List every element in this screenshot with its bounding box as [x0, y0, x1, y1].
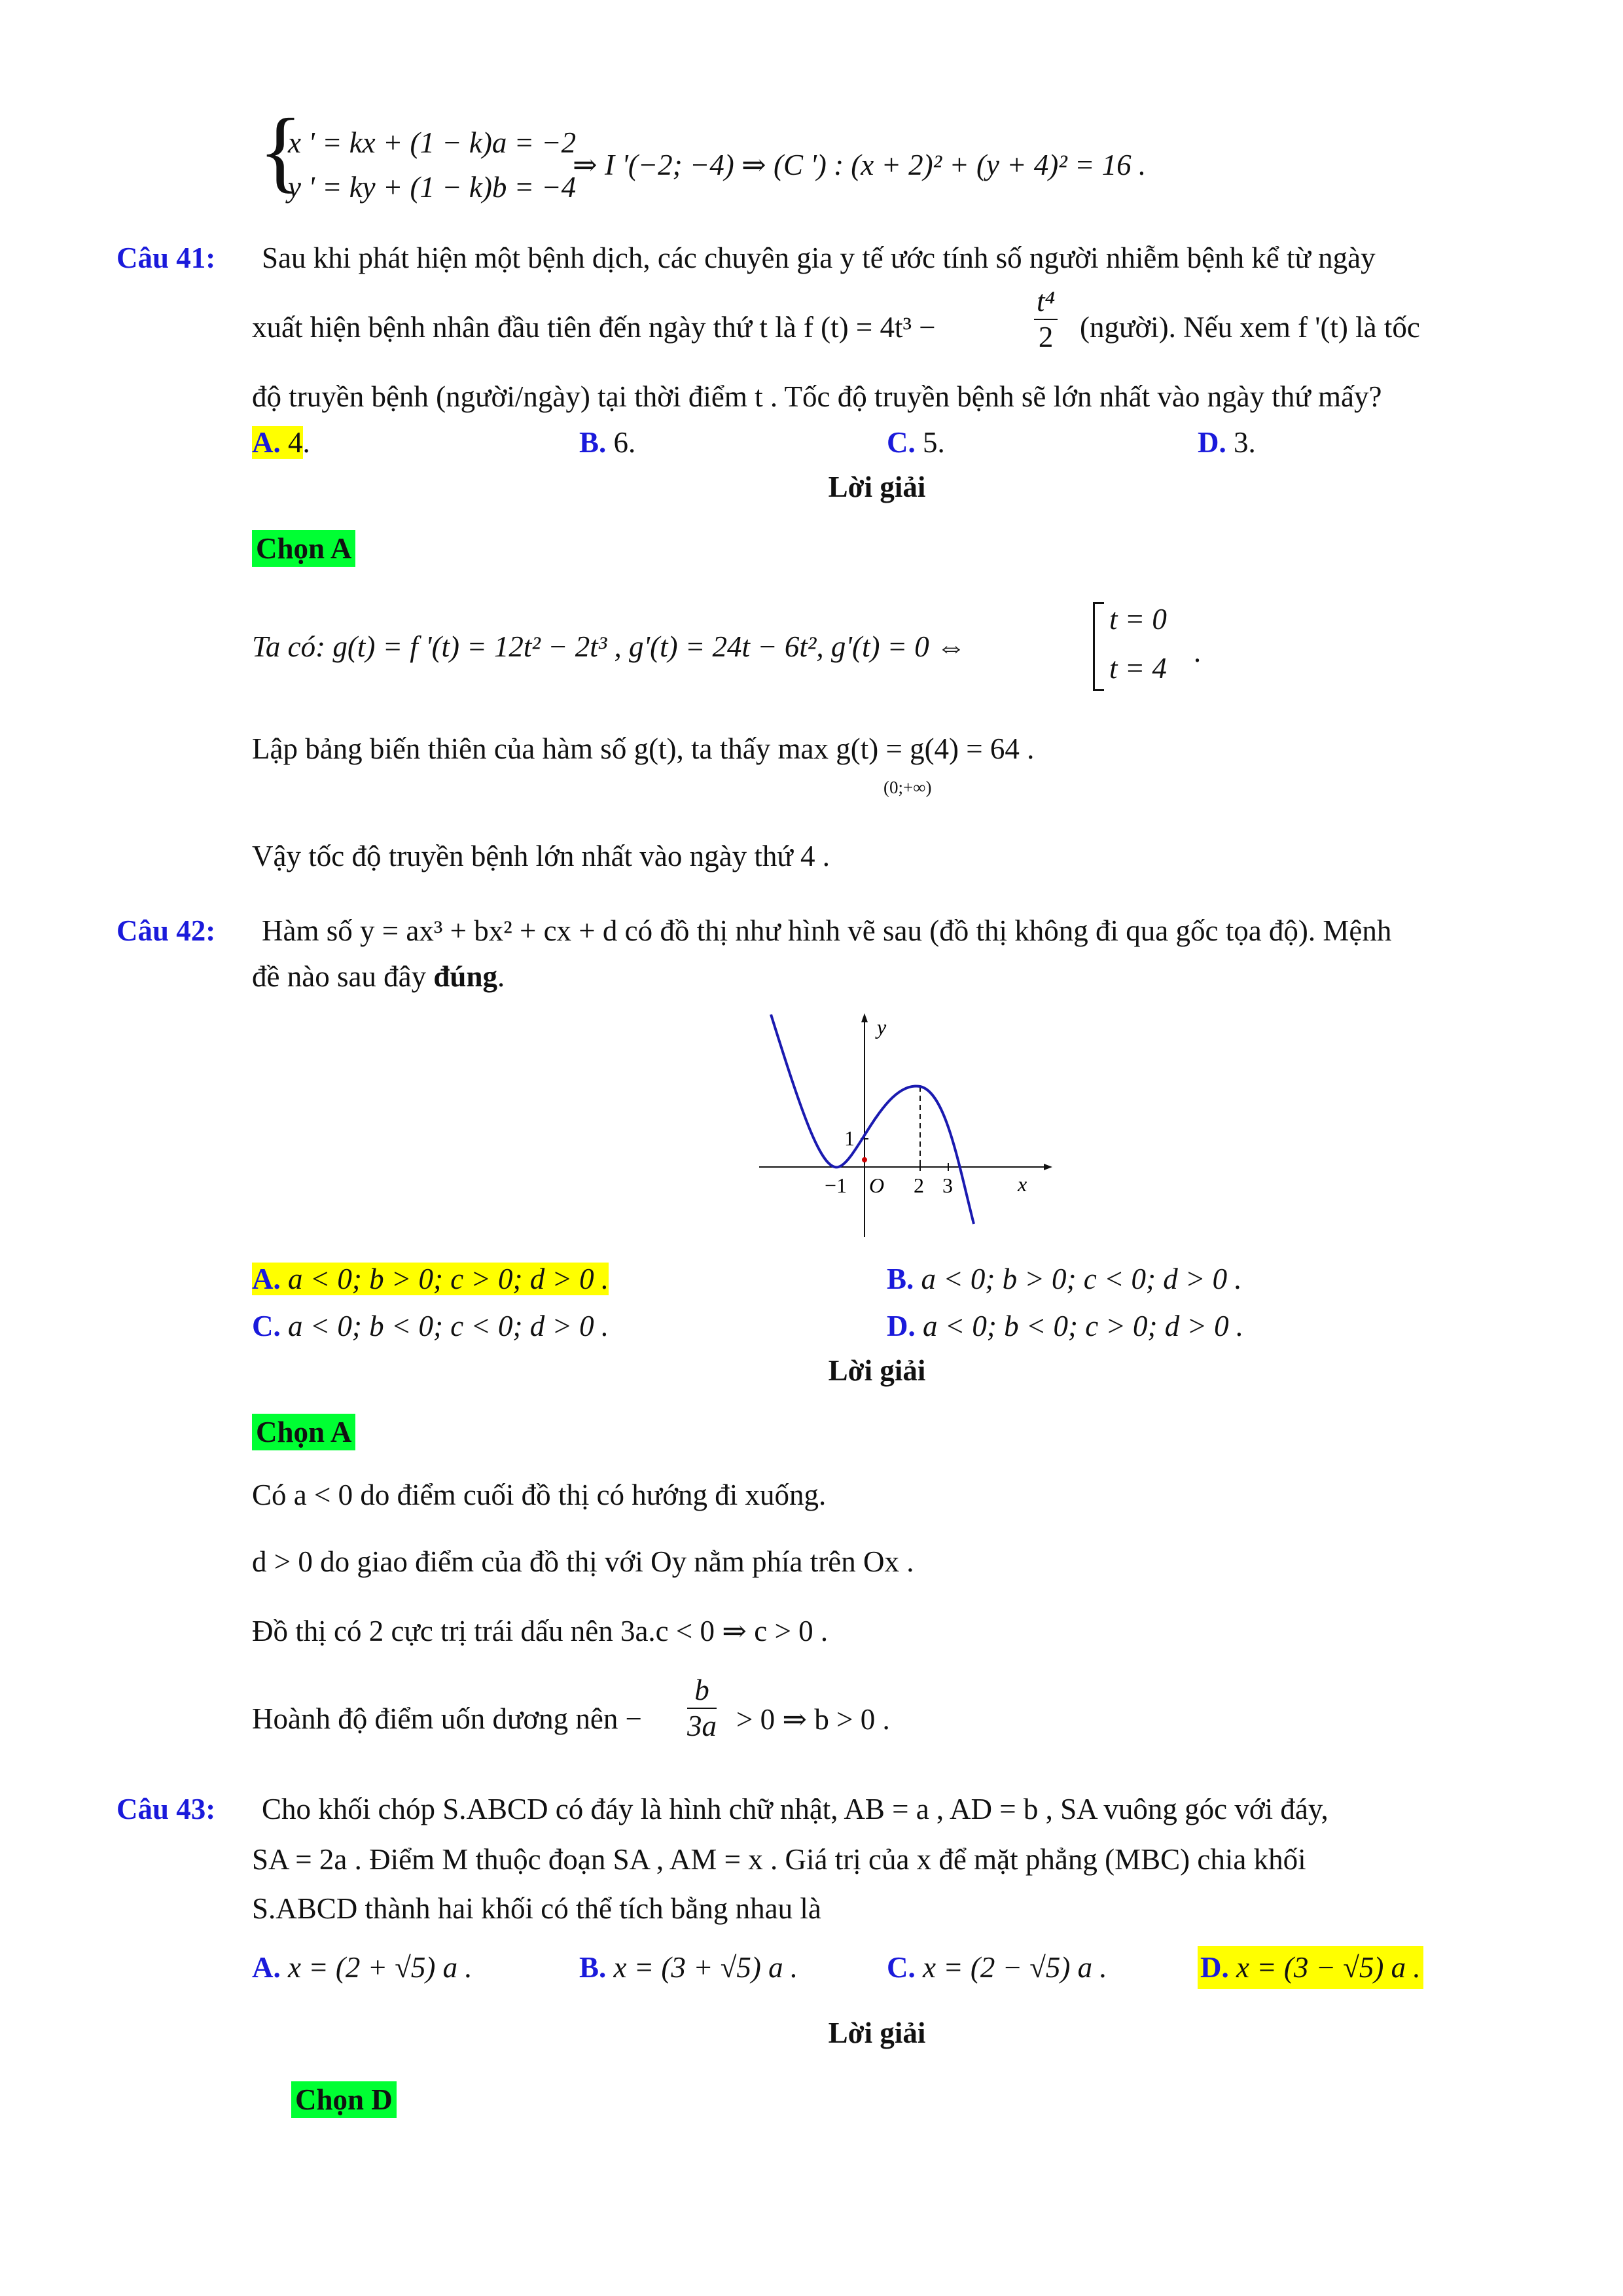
question-42-option-b: B. a < 0; b > 0; c < 0; d > 0 . — [887, 1263, 1242, 1295]
system-brace: { — [259, 100, 303, 202]
cubic-graph — [753, 1008, 1054, 1244]
question-43-option-b: B. x = (3 + √5) a . — [579, 1951, 798, 1984]
question-43-label: Câu 43: — [116, 1793, 216, 1825]
question-43-option-d: D. x = (3 − √5) a . — [1198, 1950, 1423, 1984]
question-41-label: Câu 41: — [116, 242, 216, 274]
question-42-solution-4 — [252, 1676, 1037, 1761]
question-43-solution-title: Lời giải — [828, 2017, 926, 2049]
solution-4-fraction — [687, 1676, 717, 1741]
question-41-solution-2 — [252, 732, 1299, 804]
top-system — [259, 100, 1207, 216]
x-axis-arrow — [1044, 1164, 1052, 1170]
solution-2-text: Lập bảng biến thiên của hàm số g(t), ta thấy max g(t) = g(4) = 64 . — [252, 732, 1035, 765]
question-41-line-2 — [252, 287, 1525, 365]
case-1: t = 0 — [1109, 603, 1167, 636]
tick-label-3: 3 — [942, 1174, 953, 1197]
y-axis-label: y — [877, 1015, 887, 1039]
question-41-option-b: B. 6. — [579, 426, 636, 459]
question-43-line-1: Cho khối chóp S.ABCD có đáy là hình chữ nhật, AB = a , AD = b , SA vuông góc với đáy, — [262, 1793, 1329, 1825]
question-41-option-d: D. 3. — [1198, 426, 1256, 459]
question-42-chosen: Chọn A — [252, 1414, 355, 1450]
x-axis-label: x — [1018, 1172, 1027, 1196]
system-eq-2: y ' = ky + (1 − k)b = −4 — [288, 171, 577, 204]
system-result: ⇒ I '(−2; −4) ⇒ (C ') : (x + 2)² + (y + 4)² = 16 . — [573, 149, 1147, 181]
question-42-solution-1: Có a < 0 do điểm cuối đồ thị có hướng đi xuống. — [252, 1479, 827, 1511]
question-43-option-a: A. x = (2 + √5) a . — [252, 1951, 473, 1984]
question-41-solution-3: Vậy tốc độ truyền bệnh lớn nhất vào ngày thứ 4 . — [252, 840, 830, 872]
case-bracket — [1093, 602, 1104, 691]
question-41-line-3: độ truyền bệnh (người/ngày) tại thời điểm t . Tốc độ truyền bệnh sẽ lớn nhất vào ngày thứ mấy? — [252, 380, 1382, 413]
tick-label-neg1: −1 — [825, 1174, 847, 1197]
question-43-option-c: C. x = (2 − √5) a . — [887, 1951, 1107, 1984]
fraction-denominator: 2 — [1038, 321, 1054, 353]
case-2: t = 4 — [1109, 652, 1167, 685]
origin-label: O — [869, 1174, 885, 1197]
question-41-option-c: C. 5. — [887, 426, 945, 459]
question-42-option-c: C. a < 0; b < 0; c < 0; d > 0 . — [252, 1310, 609, 1342]
question-42-solution-2: d > 0 do giao điểm của đồ thị với Oy nằm phía trên Ox . — [252, 1545, 914, 1578]
solution-1-text: Ta có: g(t) = f '(t) = 12t² − 2t³ , g'(t) = 24t − 6t², g'(t) = 0 ⇔ — [252, 630, 967, 663]
question-42-line-2: đề nào sau đây đúng. — [252, 960, 505, 993]
question-41-solution-1 — [252, 596, 1299, 700]
fraction-denominator: 3a — [687, 1710, 717, 1742]
question-42-option-d: D. a < 0; b < 0; c > 0; d > 0 . — [887, 1310, 1244, 1342]
solution-4-text-a: Hoành độ điểm uốn dương nên − — [252, 1702, 642, 1735]
question-41-line-1: Sau khi phát hiện một bệnh dịch, các chuyên gia y tế ước tính số người nhiễm bệnh kể từ ngày — [262, 242, 1376, 274]
tick-label-2: 2 — [914, 1174, 924, 1197]
fraction-numerator: b — [687, 1676, 717, 1709]
question-42-label: Câu 42: — [116, 914, 216, 947]
question-41-fraction — [1034, 287, 1058, 352]
question-41-option-a: A. 4. — [252, 426, 310, 459]
system-eq-1: x ' = kx + (1 − k)a = −2 — [288, 126, 577, 159]
solution-2-subscript: (0;+∞) — [883, 778, 932, 797]
question-42-solution-3: Đồ thị có 2 cực trị trái dấu nên 3a.c < 0 ⇒ c > 0 . — [252, 1615, 829, 1647]
fraction-numerator: t⁴ — [1034, 287, 1058, 320]
question-43-line-3: S.ABCD thành hai khối có thể tích bằng nhau là — [252, 1892, 821, 1925]
y-axis-arrow — [861, 1013, 868, 1022]
solution-4-text-b: > 0 ⇒ b > 0 . — [736, 1703, 890, 1736]
question-41-solution-title: Lời giải — [828, 471, 926, 503]
question-42-line-1: Hàm số y = ax³ + bx² + cx + d có đồ thị như hình vẽ sau (đồ thị không đi qua gốc tọa độ). Mệnh — [262, 914, 1392, 947]
question-42-option-a: A. a < 0; b > 0; c > 0; d > 0 . — [252, 1263, 609, 1295]
question-41-line-2a: xuất hiện bệnh nhân đầu tiên đến ngày thứ t là f (t) = 4t³ − — [252, 311, 936, 344]
question-43-chosen: Chọn D — [291, 2081, 397, 2118]
case-period: . — [1194, 636, 1202, 668]
intercept-point — [862, 1157, 867, 1162]
question-41-chosen: Chọn A — [252, 530, 355, 567]
question-41-line-2b: (người). Nếu xem f '(t) là tốc — [1080, 311, 1420, 344]
tick-label-y1: 1 — [844, 1126, 855, 1150]
question-42-solution-title: Lời giải — [828, 1354, 926, 1387]
question-43-line-2: SA = 2a . Điểm M thuộc đoạn SA , AM = x . Giá trị của x để mặt phẳng (MBC) chia khối — [252, 1843, 1306, 1876]
